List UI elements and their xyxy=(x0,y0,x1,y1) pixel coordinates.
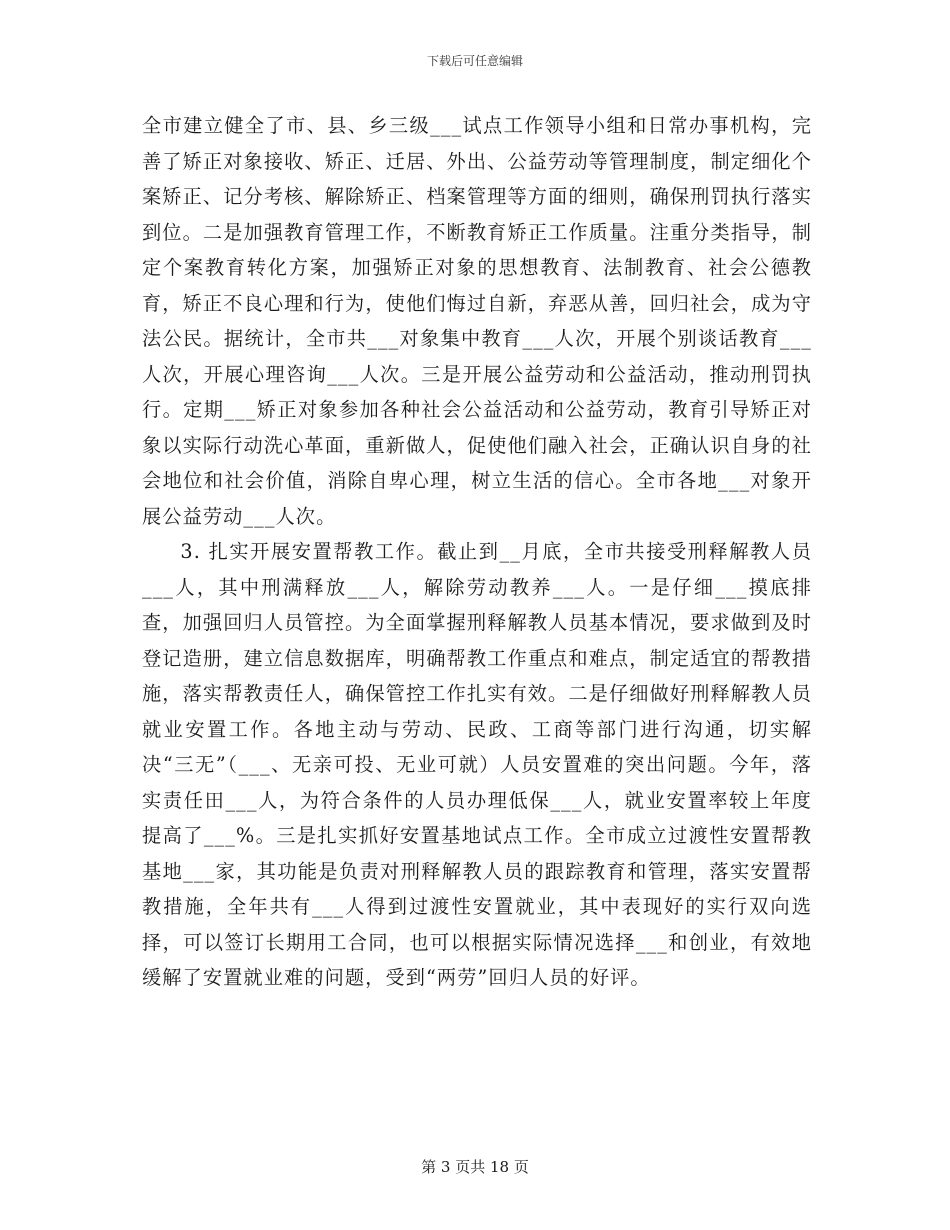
paragraph-resettlement-work: 3. 扎实开展安置帮教工作。截止到__月底，全市共接受刑释解教人员___人，其中刑满释放___人，解除劳动教养___人。一是仔细___摸底排查，加强回归人员管控。为全面掌握刑释解教人员基本情况，要求做到及时登记造册，建立信息数据库，明确帮教工作重点和难点，制定适宜的帮教措施，落实帮教责任人，确保管控工作扎实有效。二是仔细做好刑释解教人员就业安置工作。各地主动与劳动、民政、工商等部门进行沟通，切实解决“三无”（___、无亲可投、无业可就）人员安置难的突出问题。今年，落实责任田___人，为符合条件的人员办理低保___人，就业安置率较上年度提高了___%。三是扎实抓好安置基地试点工作。全市成立过渡性安置帮教基地___家，其功能是负责对刑释解教人员的跟踪教育和管理，落实安置帮教措施，全年共有___人得到过渡性安置就业，其中表现好的实行双向选择，可以签订长期用工合同，也可以根据实际情况选择___和创业，有效地缓解了安置就业难的问题，受到“两劳”回归人员的好评。 xyxy=(142,540,812,989)
document-body xyxy=(142,108,812,996)
page-header: 下载后可任意编辑 xyxy=(426,54,523,68)
paragraph-rectification-work: 全市建立健全了市、县、乡三级___试点工作领导小组和日常办事机构，完善了矫正对象接收、矫正、迁居、外出、公益劳动等管理制度，制定细化个案矫正、记分考核、解除矫正、档案管理等方面的细则，确保刑罚执行落实到位。二是加强教育管理工作，不断教育矫正工作质量。注重分类指导，制定个案教育转化方案，加强矫正对象的思想教育、法制教育、社会公德教育，矫正不良心理和行为，使他们悔过自新，弃恶从善，回归社会，成为守法公民。据统计，全市共___对象集中教育___人次，开展个别谈话教育___人次，开展心理咨询___人次。三是开展公益劳动和公益活动，推动刑罚执行。定期___矫正对象参加各种社会公益活动和公益劳动，教育引导矫正对象以实际行动洗心革面，重新做人，促使他们融入社会，正确认识自身的社会地位和社会价值，消除自卑心理，树立生活的信心。全市各地___对象开展公益劳动___人次。 xyxy=(142,114,812,528)
page-number: 第 3 页共 18 页 xyxy=(421,1158,529,1176)
